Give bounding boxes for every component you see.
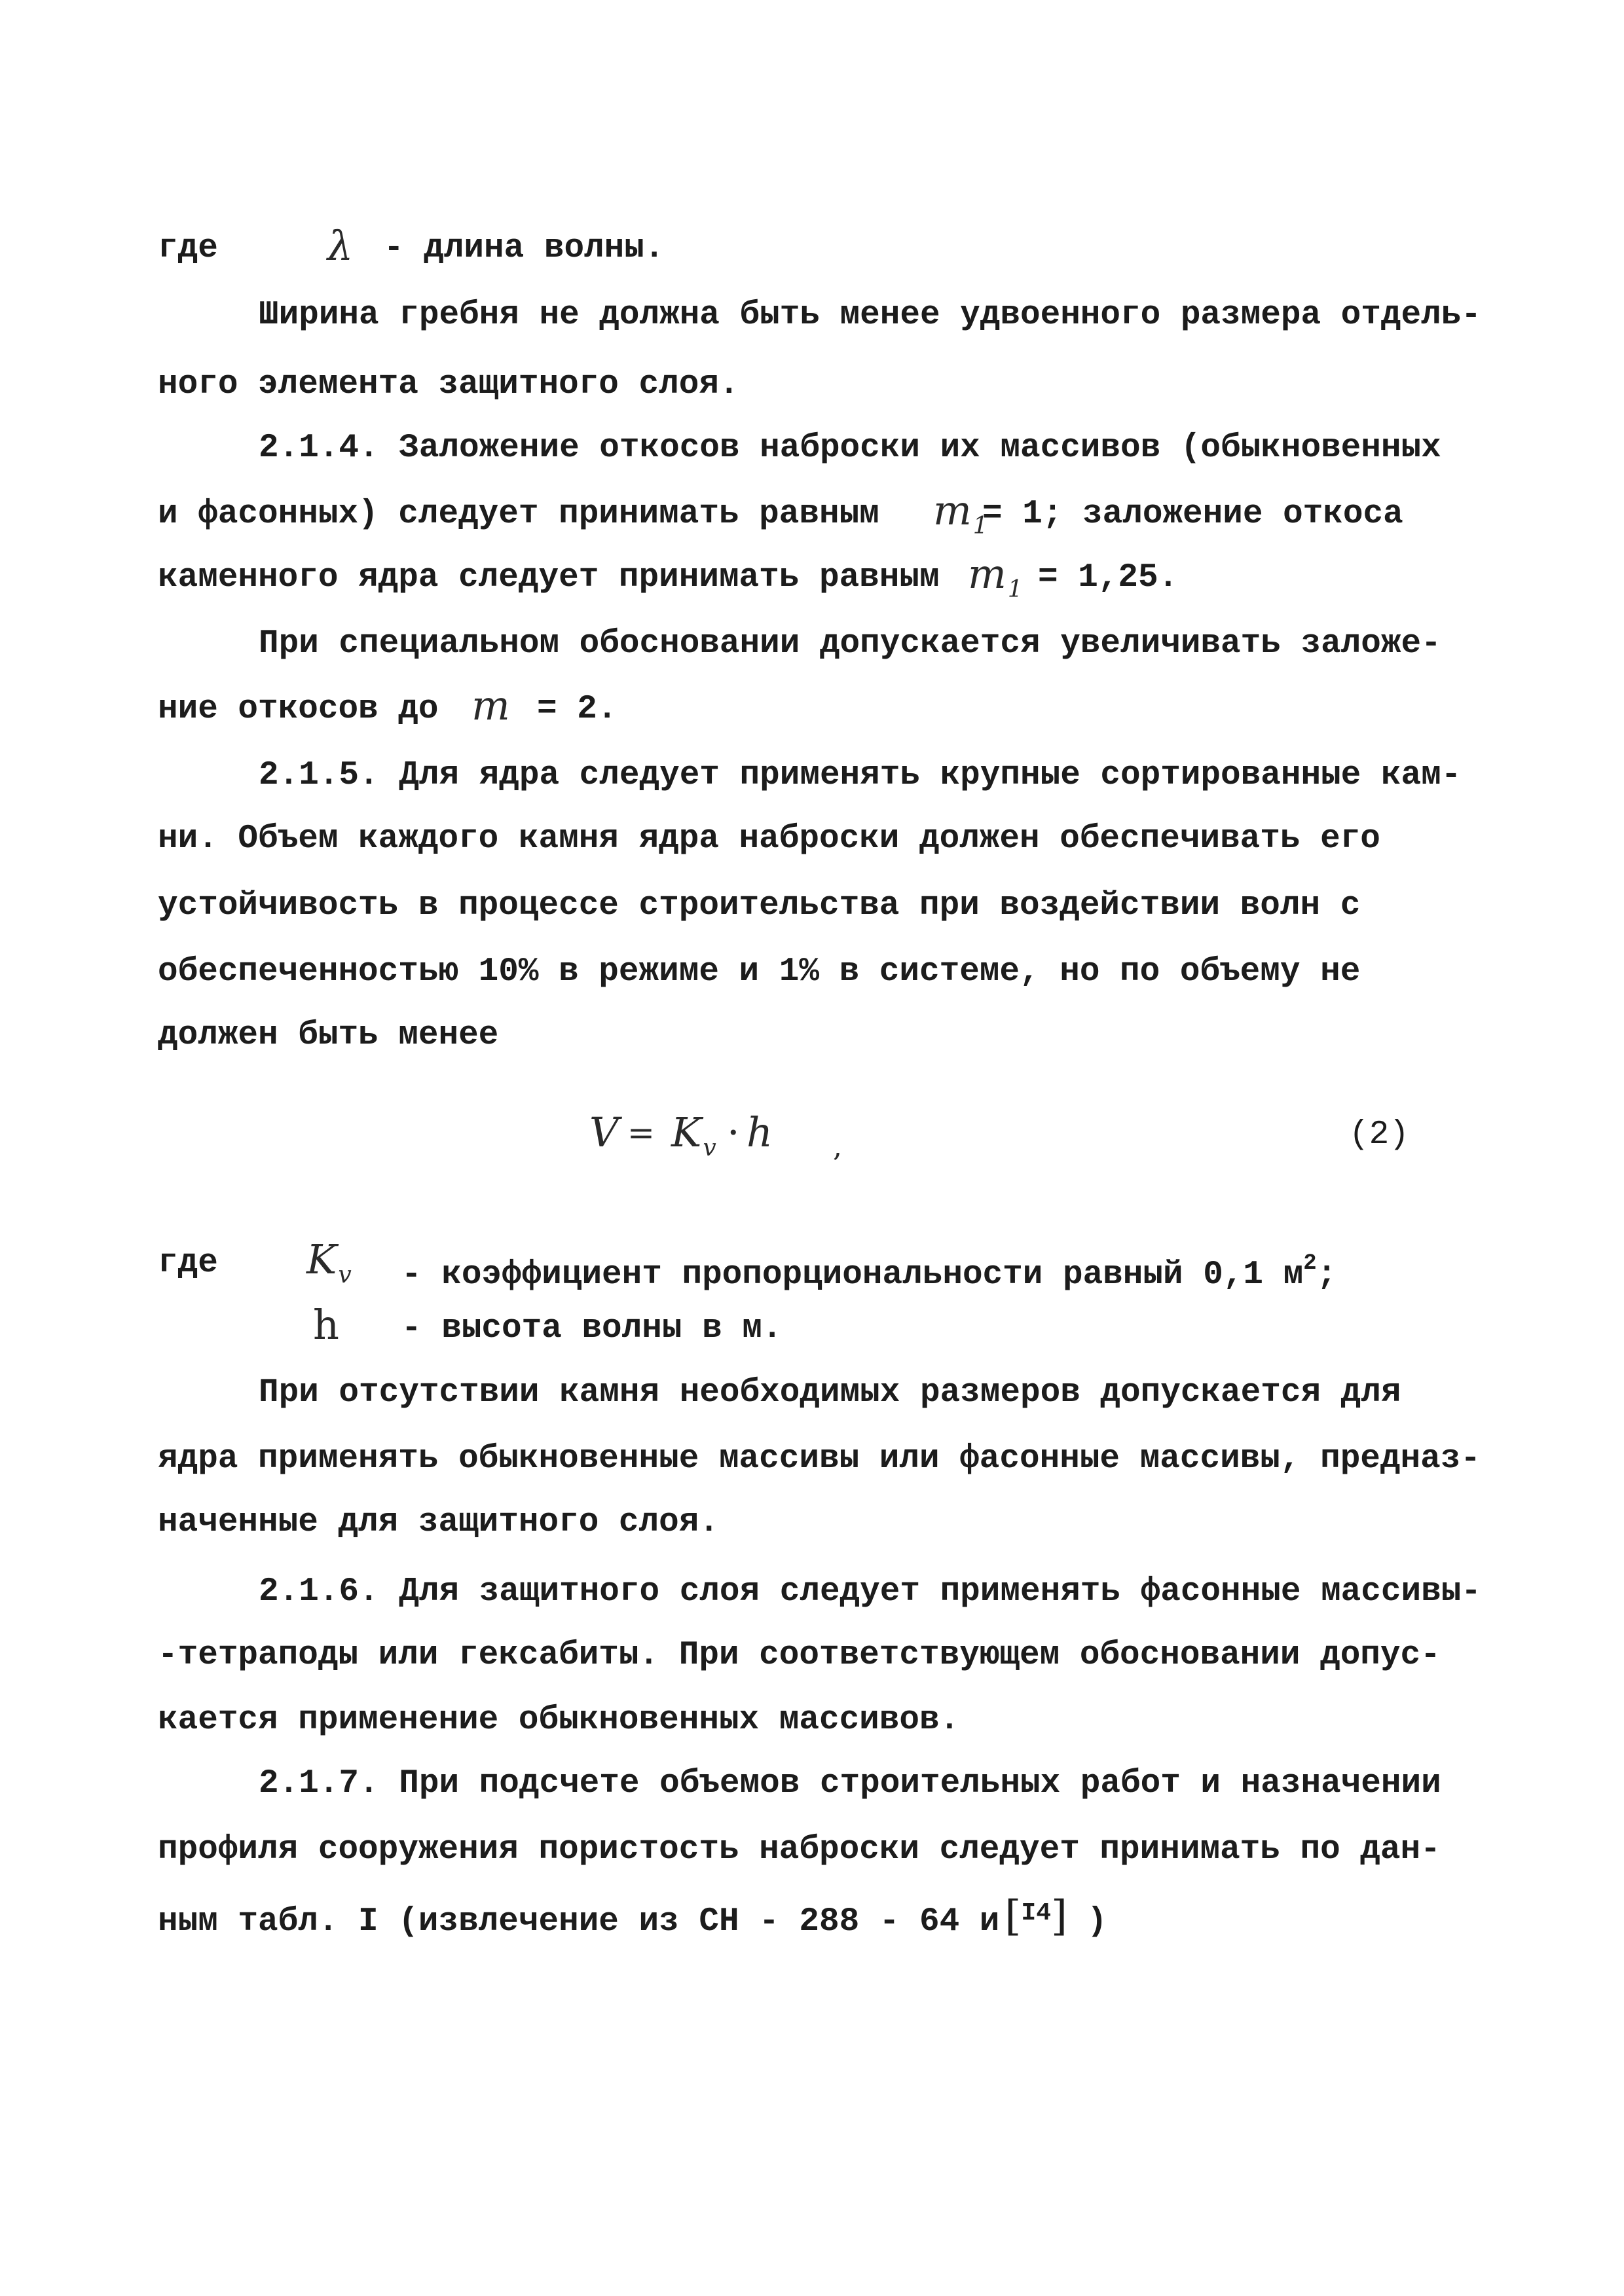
special-line-2-text: ние откосов до: [158, 691, 439, 728]
formula-number: (2): [1349, 1116, 1409, 1154]
clause-2-1-5-line-4: обеспеченностью 10% в режиме и 1% в системе, но по объему не: [158, 953, 1361, 991]
formula-equals: =: [627, 1114, 655, 1152]
clause-2-1-6-line-2: -тетраподы или гексабиты. При соответствующем обосновании допус-: [158, 1637, 1441, 1674]
wave-height-symbol: h: [313, 1301, 339, 1349]
slope-m-symbol: m: [471, 682, 510, 729]
clause-2-1-5-line-2: ни. Объем каждого камня ядра наброски должен обеспечивать его: [158, 820, 1380, 858]
clause-2-1-7-line-2: профиля сооружения пористость наброски следует принимать по дан-: [158, 1831, 1441, 1868]
slope-m1-symbol: $m_1$: [933, 486, 988, 539]
clause-2-1-4-line-1: 2.1.4. Заложение откосов наброски их массивов (обыкновенных: [259, 429, 1441, 467]
reference-open-bracket: [: [1005, 1892, 1022, 1941]
crest-line-2: ного элемента защитного слоя.: [158, 366, 739, 403]
wave-height-definition: - высота волны в м.: [401, 1310, 783, 1347]
reference-number: I4: [1021, 1899, 1051, 1927]
special-line-1: При специальном обосновании допускается увеличивать заложе-: [259, 625, 1441, 663]
formula-volume-symbol: V: [589, 1108, 619, 1156]
clause-2-1-4-line-2-value: = 1; заложение откоса: [982, 496, 1403, 533]
clause-2-1-6-line-3: кается применение обыкновенных массивов.: [158, 1702, 960, 1739]
k-coefficient-symbol: $K_v$: [306, 1235, 352, 1288]
lambda-definition: - длина волны.: [384, 230, 665, 267]
clause-2-1-5-line-1: 2.1.5. Для ядра следует применять крупные сортированные кам-: [259, 757, 1462, 794]
clause-2-1-7-line-3: ным табл. I (извлечение из СН - 288 - 64 и [$^{I4}$] ): [158, 1892, 1107, 1941]
k-coefficient-definition: - коэффициент пропорциональности равный 0,1 $м^2$;: [401, 1251, 1337, 1294]
clause-2-1-4-line-2-text: и фасонных) следует принимать равным: [158, 496, 879, 533]
crest-line-1: Ширина гребня не должна быть менее удвоенного размера отдель-: [259, 297, 1481, 334]
formula-k-symbol: $K_v$: [671, 1108, 716, 1161]
clause-2-1-4-line-3-value: = 1,25.: [1038, 559, 1179, 596]
clause-2-1-4-line-3-text: каменного ядра следует принимать равным: [158, 559, 940, 596]
clause-2-1-7-line-1: 2.1.7. При подсчете объемов строительных работ и назначении: [259, 1765, 1441, 1802]
formula-h-symbol: h: [747, 1108, 773, 1156]
clause-2-1-5-line-3: устойчивость в процессе строительства при воздействии волн с: [158, 887, 1361, 924]
where-label-2: где: [158, 1245, 218, 1282]
absent-line-3: наченные для защитного слоя.: [158, 1504, 719, 1541]
special-line-2-value: = 2.: [537, 691, 618, 728]
formula-dot: ·: [727, 1108, 740, 1156]
reference-close-bracket: ]: [1051, 1892, 1067, 1941]
formula-comma: ,: [833, 1130, 842, 1163]
where-label: где: [158, 230, 218, 267]
absent-line-2: ядра применять обыкновенные массивы или фасонные массивы, предназ-: [158, 1440, 1481, 1478]
clause-2-1-5-line-5: должен быть менее: [158, 1017, 499, 1054]
lambda-symbol: λ: [327, 222, 354, 270]
clause-2-1-6-line-1: 2.1.6. Для защитного слоя следует применять фасонные массивы-: [259, 1573, 1481, 1611]
absent-line-1: При отсутствии камня необходимых размеров допускается для: [259, 1374, 1401, 1412]
core-slope-m1-symbol: $m_1$: [968, 550, 1023, 603]
